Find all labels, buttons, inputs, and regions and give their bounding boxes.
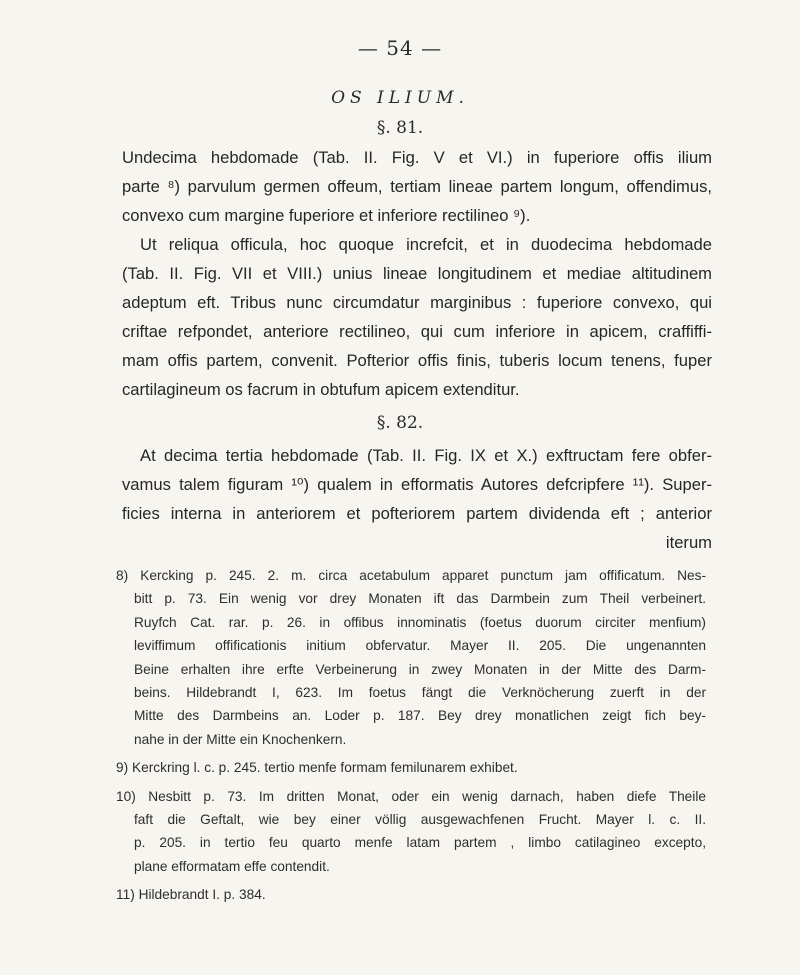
footnote-line: Ruyfch Cat. rar. p. 26. in offibus innominatis (foetus duorum circiter menfium) <box>134 614 706 630</box>
footnote-line: 8) Kercking p. 245. 2. m. circa acetabulum apparet punctum jam offificatum. Nes- <box>116 568 706 583</box>
footnote-line: Mitte des Darmbeins an. Loder p. 187. Bey drey monatlichen zeigt fich bey- <box>134 708 706 724</box>
footnote-line: plane efformatam effe contendit. <box>134 858 330 874</box>
text-line: (Tab. II. Fig. VII et VIII.) unius lineae longitudinem et mediae altitudinem <box>122 264 712 283</box>
footnote-line: Beine erhalten ihre erfte Verbeinerung in zwey Monaten in der Mitte des Darm- <box>134 661 706 677</box>
text-line: criftae refpondet, anteriore rectilineo, qui cum inferiore in apicem, craffiffi- <box>122 322 712 341</box>
text-line: parte ⁸) parvulum germen offeum, tertiam lineae partem longum, offendimus, <box>122 177 712 196</box>
footnotes <box>116 564 706 912</box>
footnote-line: 10) Nesbitt p. 73. Im dritten Monat, oder ein wenig darnach, haben diefe Theile <box>116 788 706 804</box>
text-line: adeptum eft. Tribus nunc circumdatur marginibus : fuperiore convexo, qui <box>122 293 712 312</box>
footnote-line: p. 205. in tertio feu quarto menfe latam partem , limbo catilagineo excepto, <box>134 835 706 851</box>
footnote-line: bitt p. 73. Ein wenig vor drey Monaten ift das Darmbein zum Theil verbeinert. <box>134 591 706 607</box>
section-81-text <box>122 143 712 404</box>
text-line: ficies interna in anteriorem et pofteriorem partem dividenda eft ; anterior <box>122 504 712 523</box>
text-line: convexo cum margine fuperiore et inferiore rectilineo ⁹). <box>122 206 531 225</box>
text-line: cartilagineum os facrum in obtufum apicem extenditur. <box>122 380 520 399</box>
footnote-10 <box>116 785 706 879</box>
footnote-line: faft die Geftalt, wie bey einer völlig ausgewachfenen Frucht. Mayer l. c. II. <box>134 812 706 828</box>
section-heading-81: §. 81. <box>376 118 424 138</box>
footnote-line: beins. Hildebrandt I, 623. Im foetus fängt die Verknöcherung zuerft in der <box>134 685 706 701</box>
section-82-text <box>122 441 712 557</box>
text-line: mam offis partem, convenit. Pofterior offis finis, tuberis locum tenens, fuper <box>122 351 712 370</box>
footnote-line: 9) Kerckring l. c. p. 245. tertio menfe formam femilunarem exhibet. <box>116 760 518 776</box>
page-number: — 54 — <box>357 36 443 60</box>
footnote-8 <box>116 564 706 751</box>
footnote-11 <box>116 883 706 906</box>
running-head: OS ILIUM. <box>331 88 469 108</box>
footnote-line: 11) Hildebrandt I. p. 384. <box>116 887 266 903</box>
footnote-line: nahe in der Mitte ein Knochenkern. <box>134 731 347 747</box>
footnote-9 <box>116 756 706 779</box>
text-line: Ut reliqua officula, hoc quoque increfcit, et in duodecima hebdomade <box>140 235 712 254</box>
text-line: Undecima hebdomade (Tab. II. Fig. V et VI.) in fuperiore offis ilium <box>122 148 712 167</box>
text-line: vamus talem figuram ¹⁰) qualem in efformatis Autores defcripfere ¹¹). Super- <box>122 475 712 494</box>
text-line: At decima tertia hebdomade (Tab. II. Fig. IX et X.) exftructam fere obfer- <box>140 446 712 465</box>
footnote-line: leviffimum offificationis initium obfervatur. Mayer II. 205. Die ungenannten <box>134 638 706 654</box>
text-line: iterum <box>665 533 712 552</box>
section-heading-82: §. 82. <box>376 413 424 433</box>
